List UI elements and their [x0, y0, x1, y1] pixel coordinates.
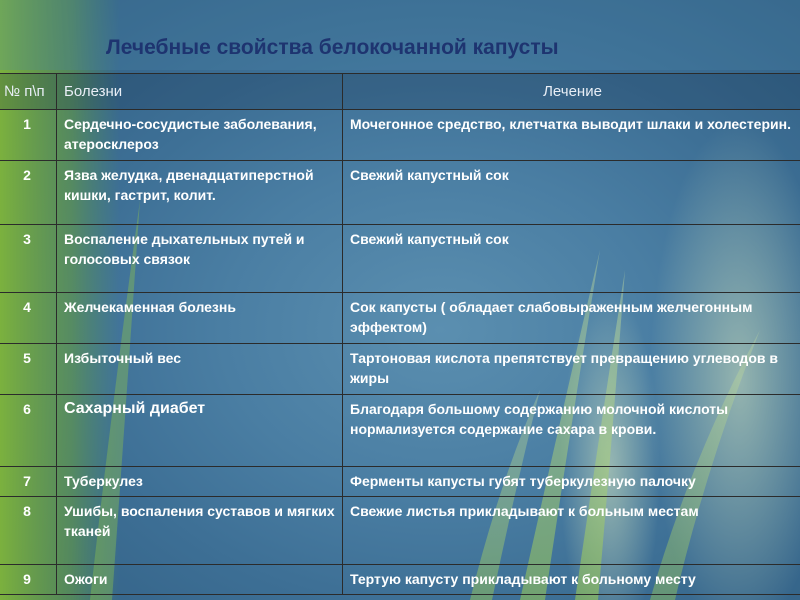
row-number: 9: [0, 565, 57, 595]
treatment-cell: Свежий капустный сок: [343, 161, 800, 225]
treatment-cell: Свежие листья прикладывают к больным местам: [343, 497, 800, 565]
treatment-cell: Благодаря большому содержанию молочной кислоты нормализуется содержание сахара в крови.: [343, 395, 800, 467]
disease-cell: Воспаление дыхательных путей и голосовых связок: [57, 225, 343, 293]
page-title: Лечебные свойства белокочанной капусты: [106, 36, 559, 59]
disease-cell: Избыточный вес: [57, 344, 343, 395]
treatment-cell: Мочегонное средство, клетчатка выводит шлаки и холестерин.: [343, 110, 800, 161]
table-row: [0, 565, 800, 595]
table-row: [0, 467, 800, 497]
treatment-cell: Сок капусты ( обладает слабовыраженным желчегонным эффектом): [343, 293, 800, 344]
table-row: [0, 225, 800, 293]
table-row: [0, 395, 800, 467]
row-number: 8: [0, 497, 57, 565]
column-header-treatment: Лечение: [343, 74, 800, 110]
treatment-cell: Свежий капустный сок: [343, 225, 800, 293]
cabbage-properties-table: [0, 73, 800, 595]
treatment-cell: Ферменты капусты губят туберкулезную палочку: [343, 467, 800, 497]
disease-cell: Желчекаменная болезнь: [57, 293, 343, 344]
disease-cell: Сердечно-сосудистые заболевания, атеросклероз: [57, 110, 343, 161]
disease-cell: Ушибы, воспаления суставов и мягких тканей: [57, 497, 343, 565]
table-row: [0, 344, 800, 395]
row-number: 1: [0, 110, 57, 161]
row-number: 3: [0, 225, 57, 293]
treatment-cell: Тертую капусту прикладывают к больному месту: [343, 565, 800, 595]
disease-cell: Туберкулез: [57, 467, 343, 497]
table-row: [0, 110, 800, 161]
disease-cell: Ожоги: [57, 565, 343, 595]
row-number: 5: [0, 344, 57, 395]
table-row: [0, 293, 800, 344]
treatment-cell: Тартоновая кислота препятствует превращению углеводов в жиры: [343, 344, 800, 395]
row-number: 6: [0, 395, 57, 467]
column-header-disease: Болезни: [57, 74, 343, 110]
row-number: 2: [0, 161, 57, 225]
row-number: 4: [0, 293, 57, 344]
table-row: [0, 497, 800, 565]
table-row: [0, 161, 800, 225]
column-header-number: № п\п: [0, 74, 57, 110]
table-header-row: [0, 74, 800, 110]
disease-cell: Сахарный диабет: [57, 395, 343, 467]
disease-cell: Язва желудка, двенадцатиперстной кишки, гастрит, колит.: [57, 161, 343, 225]
row-number: 7: [0, 467, 57, 497]
